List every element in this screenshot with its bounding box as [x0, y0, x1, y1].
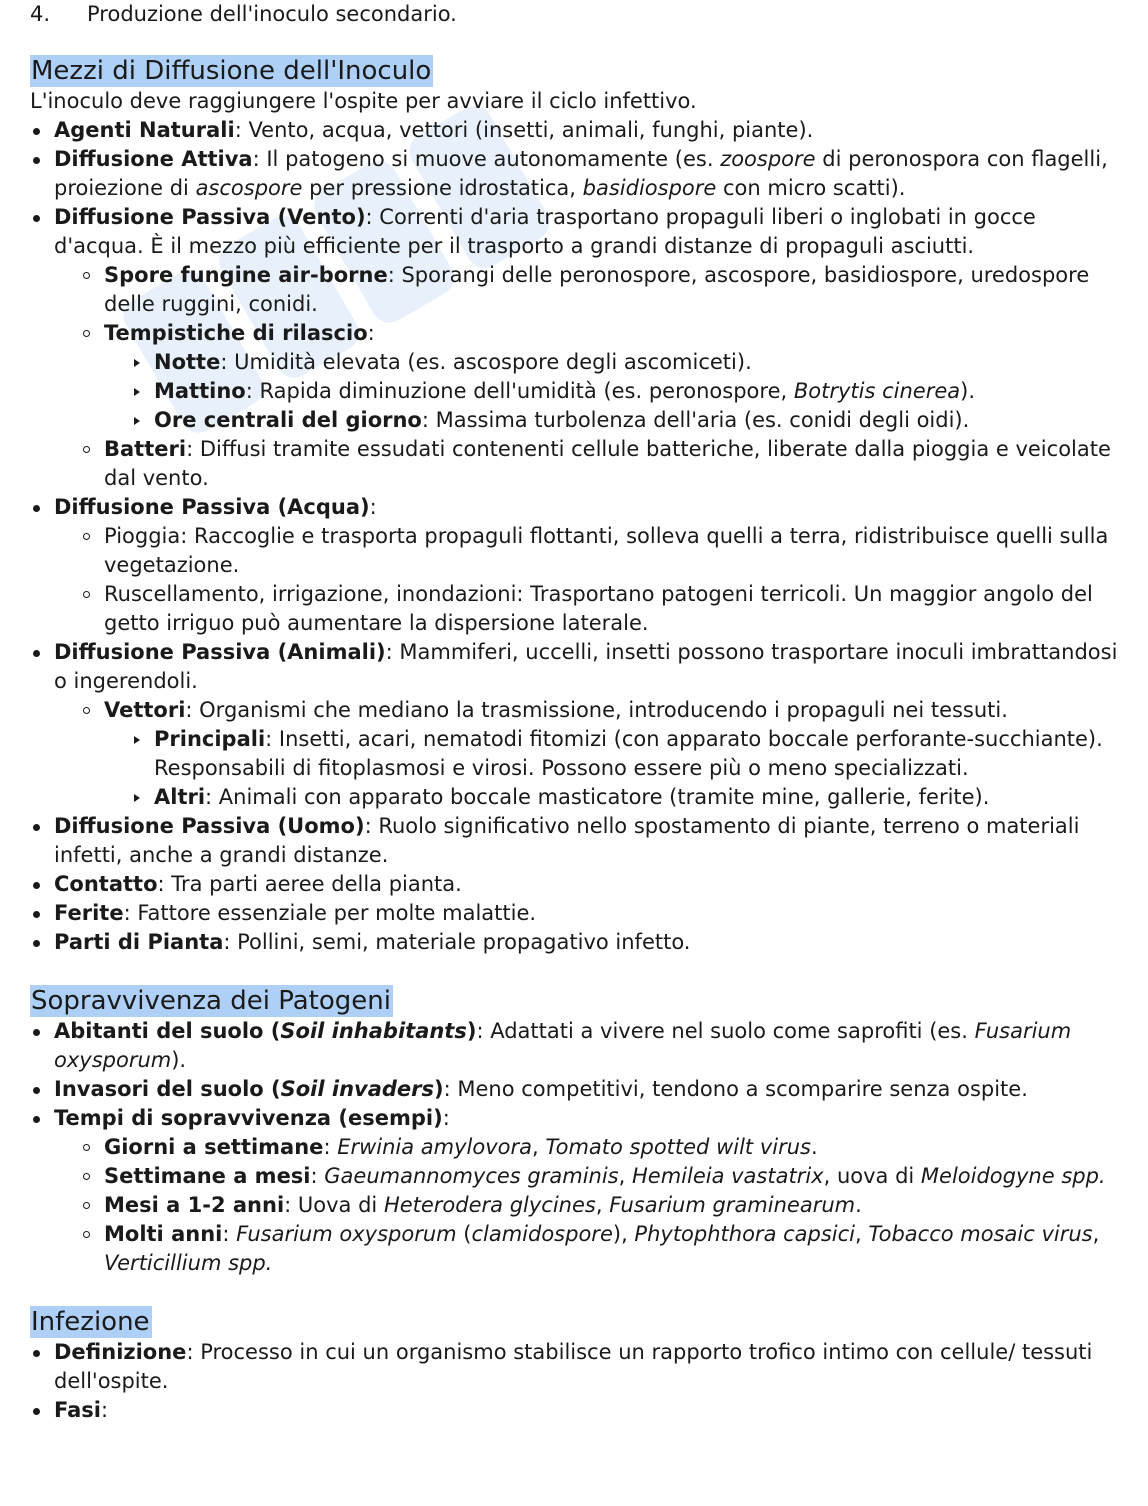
list-item: Fasi:	[30, 1396, 1125, 1425]
sopravvivenza-list	[30, 1017, 1125, 1278]
section-heading-diffusione: Mezzi di Diffusione dell'Inoculo	[31, 56, 432, 86]
list-item: Parti di Pianta: Pollini, semi, materiale propagativo infetto.	[30, 928, 1125, 957]
list-item: Ore centrali del giorno: Massima turbolenza dell'aria (es. conidi degli oidi).	[130, 406, 1125, 435]
list-item: Abitanti del suolo (Soil inhabitants): Adattati a vivere nel suolo come saprofiti (es. Fusarium oxysporum).	[30, 1017, 1125, 1075]
list-item: Pioggia: Raccoglie e trasporta propaguli flottanti, solleva quelli a terra, ridistribuisce quelli sulla vegetazione.	[80, 522, 1125, 580]
list-item: Ferite: Fattore essenziale per molte malattie.	[30, 899, 1125, 928]
document-page	[30, 0, 1125, 1425]
list-item: Ruscellamento, irrigazione, inondazioni: Trasportano patogeni terricoli. Un maggior angolo del getto irriguo può aumentare la dispersione laterale.	[80, 580, 1125, 638]
sub-list	[80, 1133, 1125, 1278]
list-item: Settimane a mesi: Gaeumannomyces graminis, Hemileia vastatrix, uova di Meloidogyne spp.	[80, 1162, 1125, 1191]
list-item: Altri: Animali con apparato boccale masticatore (tramite mine, gallerie, ferite).	[130, 783, 1125, 812]
sub-list	[80, 696, 1125, 812]
item-number: 4.	[30, 2, 51, 26]
section-lead: L'inoculo deve raggiungere l'ospite per avviare il ciclo infettivo.	[30, 89, 697, 113]
section-heading-infezione: Infezione	[31, 1307, 150, 1337]
sub-sub-list	[130, 348, 1125, 435]
list-item: Tempistiche di rilascio: Notte: Umidità elevata (es. ascospore degli ascomiceti). Mattino: Rapida diminuzione dell'umidità (es. peronospore, Botrytis cinerea). Ore centrali del giorno: Massima turbolenza dell'aria (es. conidi degli oidi).	[80, 319, 1125, 435]
list-item: Diffusione Passiva (Uomo): Ruolo significativo nello spostamento di piante, terreno o materiali infetti, anche a grandi distanze.	[30, 812, 1125, 870]
list-item: Molti anni: Fusarium oxysporum (clamidospore), Phytophthora capsici, Tobacco mosaic virus, Verticillium spp.	[80, 1220, 1125, 1278]
sub-sub-list	[130, 725, 1125, 812]
list-item: Mattino: Rapida diminuzione dell'umidità (es. peronospore, Botrytis cinerea).	[130, 377, 1125, 406]
item-text: Produzione dell'inoculo secondario.	[87, 2, 457, 26]
list-item: Contatto: Tra parti aeree della pianta.	[30, 870, 1125, 899]
list-item: Mesi a 1-2 anni: Uova di Heterodera glycines, Fusarium graminearum.	[80, 1191, 1125, 1220]
infezione-list	[30, 1338, 1125, 1425]
diffusione-list	[30, 116, 1125, 957]
sub-list	[80, 261, 1125, 493]
list-item: Diffusione Passiva (Acqua): Pioggia: Raccoglie e trasporta propaguli flottanti, solleva quelli a terra, ridistribuisce quelli sulla vegetazione. Ruscellamento, irrigazione, inondazioni: Trasportano patogeni terricoli. Un maggior angolo del getto irriguo può aumentare la dispersione laterale.	[30, 493, 1125, 638]
list-item: Batteri: Diffusi tramite essudati contenenti cellule batteriche, liberate dalla pioggia e veicolate dal vento.	[80, 435, 1125, 493]
list-item: Diffusione Passiva (Vento): Correnti d'aria trasportano propaguli liberi o inglobati in gocce d'acqua. È il mezzo più efficiente per il trasporto a grandi distanze di propaguli asciutti. Spore fungine air-borne: Sporangi delle peronospore, ascospore, basidiospore, uredospore delle ruggini, conidi. Tempistiche di rilascio: Notte: Umidità elevata (es. ascospore degli ascomiceti). Mattino: Rapida diminuzione dell'umidità (es. peronospore, Botrytis cinerea). Ore centrali del giorno: Massima turbolenza dell'aria (es. conidi degli oidi). Batteri: Diffusi tramite essudati contenenti cellule batteriche, liberate dalla pioggia e veicolate dal vento.	[30, 203, 1125, 493]
list-item: Notte: Umidità elevata (es. ascospore degli ascomiceti).	[130, 348, 1125, 377]
list-item: Spore fungine air-borne: Sporangi delle peronospore, ascospore, basidiospore, uredospore delle ruggini, conidi.	[80, 261, 1125, 319]
list-item: Diffusione Passiva (Animali): Mammiferi, uccelli, insetti possono trasportare inoculi imbrattandosi o ingerendoli. Vettori: Organismi che mediano la trasmissione, introducendo i propaguli nei tessuti. Principali: Insetti, acari, nematodi fitomizi (con apparato boccale perforante-succhiante). Responsabili di fitoplasmosi e virosi. Possono essere più o meno specializzati. Altri: Animali con apparato boccale masticatore (tramite mine, gallerie, ferite).	[30, 638, 1125, 812]
list-item: Invasori del suolo (Soil invaders): Meno competitivi, tendono a scomparire senza ospite.	[30, 1075, 1125, 1104]
sub-list	[80, 522, 1125, 638]
list-item: Principali: Insetti, acari, nematodi fitomizi (con apparato boccale perforante-succhiante). Responsabili di fitoplasmosi e virosi. Possono essere più o meno specializzati.	[130, 725, 1125, 783]
numbered-item	[30, 0, 1125, 29]
list-item: Giorni a settimane: Erwinia amylovora, Tomato spotted wilt virus.	[80, 1133, 1125, 1162]
section-heading-sopravvivenza: Sopravvivenza dei Patogeni	[31, 986, 391, 1016]
list-item: Agenti Naturali: Vento, acqua, vettori (insetti, animali, funghi, piante).	[30, 116, 1125, 145]
list-item: Definizione: Processo in cui un organismo stabilisce un rapporto trofico intimo con cellule/ tessuti dell'ospite.	[30, 1338, 1125, 1396]
list-item: Diffusione Attiva: Il patogeno si muove autonomamente (es. zoospore di peronospora con flagelli, proiezione di ascospore per pressione idrostatica, basidiospore con micro scatti).	[30, 145, 1125, 203]
list-item: Vettori: Organismi che mediano la trasmissione, introducendo i propaguli nei tessuti. Principali: Insetti, acari, nematodi fitomizi (con apparato boccale perforante-succhiante). Responsabili di fitoplasmosi e virosi. Possono essere più o meno specializzati. Altri: Animali con apparato boccale masticatore (tramite mine, gallerie, ferite).	[80, 696, 1125, 812]
list-item: Tempi di sopravvivenza (esempi): Giorni a settimane: Erwinia amylovora, Tomato spotted wilt virus. Settimane a mesi: Gaeumannomyces graminis, Hemileia vastatrix, uova di Meloidogyne spp. Mesi a 1-2 anni: Uova di Heterodera glycines, Fusarium graminearum. Molti anni: Fusarium oxysporum (clamidospore), Phytophthora capsici, Tobacco mosaic virus, Verticillium spp.	[30, 1104, 1125, 1278]
